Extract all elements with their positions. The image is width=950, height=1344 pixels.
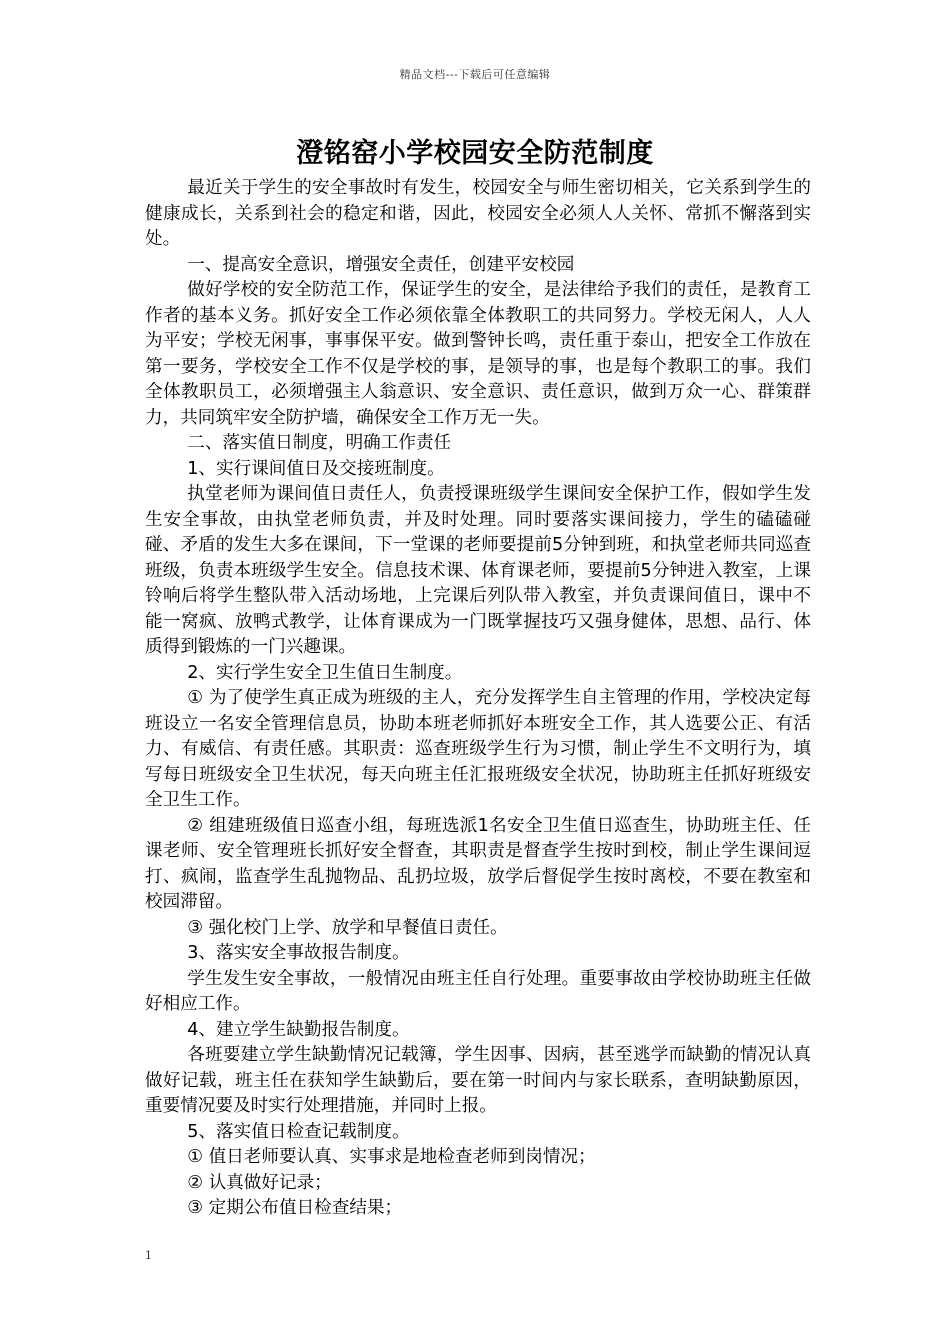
paragraph: ① 为了使学生真正成为班级的主人，充分发挥学生自主管理的作用，学校决定每班设立一名安全管理信息员，协助本班老师抓好本班安全工作，其人选要公正、有活力、有威信、有责任感。其职责：巡查班级学生行为习惯，制止学生不文明行为，填写每日班级安全卫生状况，每天向班主任汇报班级安全状况，协助班主任抓好班级安全卫生工作。 xyxy=(145,688,811,810)
document-title: 澄铭窑小学校园安全防范制度 xyxy=(296,138,654,169)
list-item: ③ 定期公布值日检查结果； xyxy=(187,1198,403,1218)
document-body xyxy=(145,176,811,1222)
section-heading-1: 一、提高安全意识，增强安全责任，创建平安校园 xyxy=(187,254,575,275)
paragraph: ② 组建班级值日巡查小组，每班选派1名安全卫生值日巡查生，协助班主任、任课老师、安全管理班长抓好安全督查，其职责是督查学生按时到校，制止学生课间逗打、疯闹，监查学生乱抛物品、乱扔垃圾，放学后督促学生按时离校，不要在教室和校园滞留。 xyxy=(145,815,811,912)
paragraph-intro: 最近关于学生的安全事故时有发生，校园安全与师生密切相关，它关系到学生的健康成长，关系到社会的稳定和谐，因此，校园安全必须人人关怀、常抓不懈落到实处。 xyxy=(145,178,811,249)
subsection-heading: 2、实行学生安全卫生值日生制度。 xyxy=(187,662,463,683)
section-heading-2: 二、落实值日制度，明确工作责任 xyxy=(187,433,452,453)
subsection-heading: 5、落实值日检查记载制度。 xyxy=(187,1121,410,1142)
paragraph: 做好学校的安全防范工作，保证学生的安全，是法律给予我们的责任，是教育工作者的基本义务。抓好安全工作必须依靠全体教职工的共同努力。学校无闲人，人人为平安；学校无闲事，事事保平安。做到警钟长鸣，责任重于泰山，把安全工作放在第一要务，学校安全工作不仅是学校的事，是领导的事，也是每个教职工的事。我们全体教职员工，必须增强主人翁意识、安全意识、责任意识，做到万众一心、群策群力，共同筑牢安全防护墙，确保安全工作万无一失。 xyxy=(145,280,811,428)
paragraph: 执堂老师为课间值日责任人，负责授课班级学生课间安全保护工作，假如学生发生安全事故，由执堂老师负责，并及时处理。同时要落实课间接力，学生的磕磕碰碰、矛盾的发生大多在课间，下一堂课的老师要提前5分钟到班，和执堂老师共同巡查班级，负责本班级学生安全。信息技术课、体育课老师，要提前5分钟进入教室，上课铃响后将学生整队带入活动场地，上完课后列队带入教室，并负责课间值日，课中不能一窝疯、放鸭式教学，让体育课成为一门既掌握技巧又强身健体，思想、品行、体质得到锻炼的一门兴趣课。 xyxy=(145,484,811,657)
paragraph: 各班要建立学生缺勤情况记载簿，学生因事、因病，甚至逃学而缺勤的情况认真做好记载，班主任在获知学生缺勤后，要在第一时间内与家长联系，查明缺勤原因，重要情况要及时实行处理措施，并同时上报。 xyxy=(145,1045,811,1116)
subsection-heading: 3、落实安全事故报告制度。 xyxy=(187,943,410,963)
list-item: ② 认真做好记录； xyxy=(187,1172,332,1193)
list-item: ① 值日老师要认真、实事求是地检查老师到岗情况； xyxy=(187,1147,596,1167)
page-header: 精品文档---下载后可任意编辑 xyxy=(399,68,551,81)
subsection-heading: 1、实行课间值日及交接班制度。 xyxy=(187,458,445,479)
page-number: 1 xyxy=(145,1249,152,1262)
subsection-heading: 4、建立学生缺勤报告制度。 xyxy=(187,1019,410,1040)
paragraph: 学生发生安全事故，一般情况由班主任自行处理。重要事故由学校协助班主任做好相应工作。 xyxy=(145,968,811,1014)
paragraph: ③ 强化校门上学、放学和早餐值日责任。 xyxy=(187,917,508,938)
